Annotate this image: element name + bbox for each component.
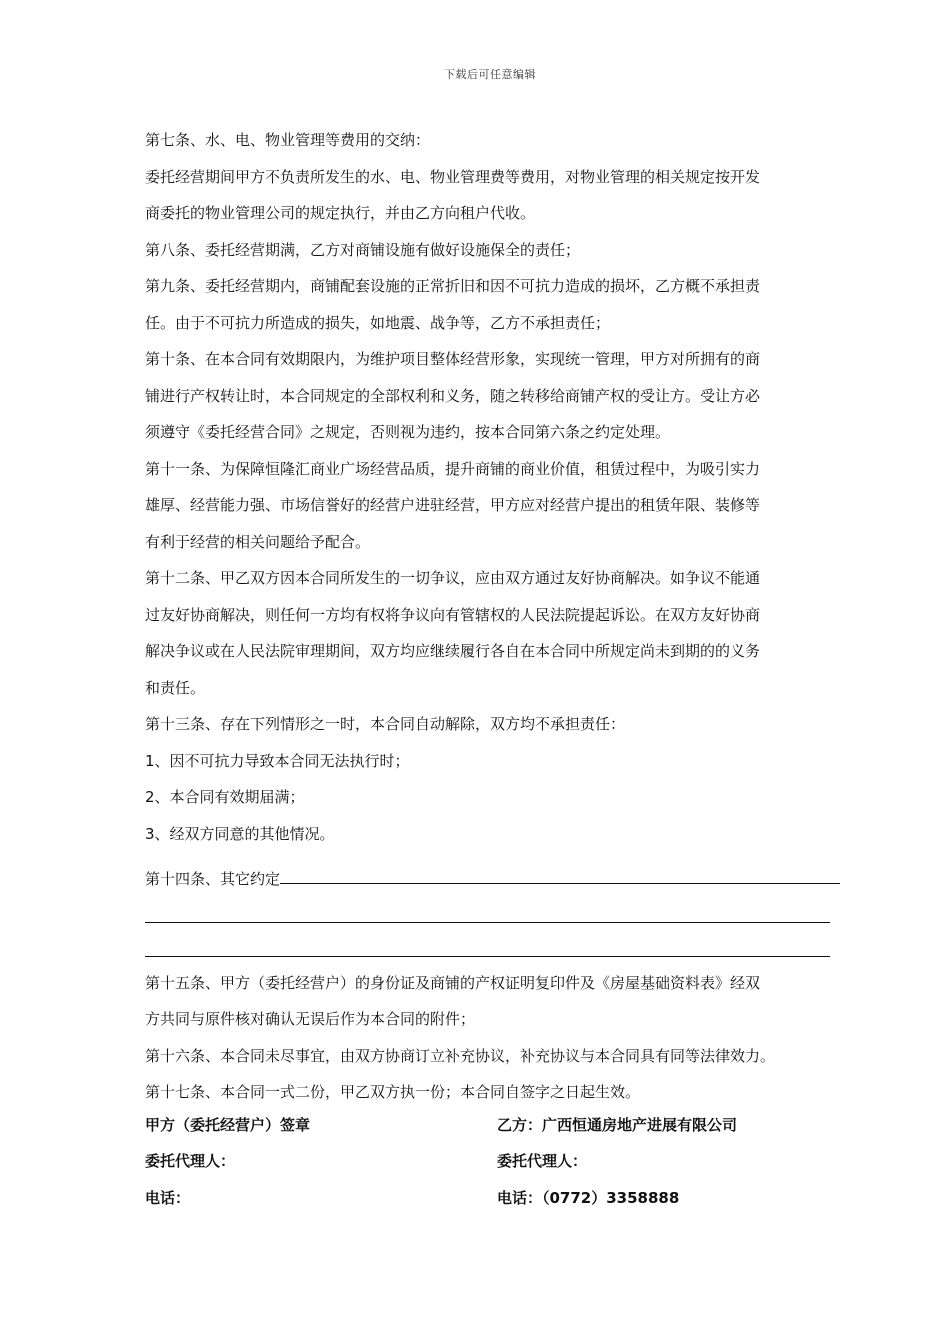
- signature-row-title: [145, 1106, 845, 1143]
- party-b-title: 乙方：广西恒通房地产进展有限公司: [497, 1115, 738, 1134]
- article-11-line-1: 第十一条、为保障恒隆汇商业广场经营品质，提升商铺的商业价值，租赁过程中，为吸引实力: [145, 459, 761, 478]
- article-7-line-2: 商委托的物业管理公司的规定执行，并由乙方向租户代收。: [145, 204, 536, 222]
- article-13-item-3: 3、经双方同意的其他情况。: [145, 824, 335, 843]
- party-a-title: 甲方（委托经营户）签章: [145, 1115, 311, 1134]
- article-11-line-2: 雄厚、经营能力强、市场信誉好的经营户进驻经营，甲方应对经营户提出的租赁年限、装修等: [145, 496, 761, 514]
- article-13-title: 第十三条、存在下列情形之一时，本合同自动解除，双方均不承担责任：: [145, 715, 626, 733]
- party-b-agent: 委托代理人：: [497, 1152, 588, 1171]
- signature-block: [145, 1106, 845, 1216]
- article-14-blank-line-2: [145, 889, 830, 923]
- article-7-line-1: 委托经营期间甲方不负责所发生的水、电、物业管理费等费用，对物业管理的相关规定按开发: [145, 167, 761, 186]
- article-12-line-2: 过友好协商解决，则任何一方均有权将争议向有管辖权的人民法院提起诉讼。在双方友好协商: [145, 605, 761, 624]
- page-header-note: 下载后可任意编辑: [444, 68, 536, 81]
- article-10-line-3: 须遵守《委托经营合同》之规定，否则视为违约，按本合同第六条之约定处理。: [145, 423, 671, 441]
- article-14-fill-line: [145, 852, 840, 889]
- article-12-line-4: 和责任。: [145, 678, 206, 697]
- article-11-line-3: 有利于经营的相关问题给予配合。: [145, 532, 371, 551]
- article-8: 第八条、委托经营期满，乙方对商铺设施有做好设施保全的责任；: [145, 240, 581, 259]
- article-10-line-2: 铺进行产权转让时，本合同规定的全部权利和义务，随之转移给商铺产权的受让方。受让方必: [145, 386, 761, 405]
- article-15-line-2: 方共同与原件核对确认无误后作为本合同的附件；: [145, 1010, 476, 1028]
- article-14-label: 第十四条、其它约定: [145, 869, 281, 888]
- article-16: 第十六条、本合同未尽事宜，由双方协商订立补充协议，补充协议与本合同具有同等法律效力。: [145, 1046, 776, 1065]
- article-12-line-3: 解决争议或在人民法院审理期间，双方均应继续履行各自在本合同中所规定尚未到期的的义务: [145, 642, 761, 660]
- article-13-item-1: 1、因不可抗力导致本合同无法执行时；: [145, 751, 410, 770]
- article-15-line-1: 第十五条、甲方（委托经营户）的身份证及商铺的产权证明复印件及《房屋基础资料表》经双: [145, 973, 761, 992]
- article-13-item-2: 2、本合同有效期届满；: [145, 788, 305, 806]
- article-7-title: 第七条、水、电、物业管理等费用的交纳：: [145, 131, 431, 149]
- article-10-line-1: 第十条、在本合同有效期限内，为维护项目整体经营形象，实现统一管理，甲方对所拥有的商: [145, 350, 761, 368]
- contract-body: [145, 122, 840, 1111]
- signature-row-phone: [145, 1179, 845, 1216]
- article-9-line-1: 第九条、委托经营期内，商铺配套设施的正常折旧和因不可抗力造成的损坏，乙方概不承担责: [145, 277, 761, 295]
- party-b-phone: 电话：（0772）3358888: [497, 1188, 680, 1207]
- party-a-agent: 委托代理人：: [145, 1152, 236, 1171]
- article-17: 第十七条、本合同一式二份，甲乙双方执一份；本合同自签字之日起生效。: [145, 1083, 641, 1101]
- party-a-phone: 电话：: [145, 1188, 191, 1207]
- article-9-line-2: 任。由于不可抗力所造成的损失，如地震、战争等，乙方不承担责任；: [145, 313, 611, 332]
- article-14-blank-line-3: [145, 923, 830, 957]
- article-14-blank: [280, 861, 840, 884]
- article-12-line-1: 第十二条、甲乙双方因本合同所发生的一切争议，应由双方通过友好协商解决。如争议不能通: [145, 569, 761, 587]
- signature-row-agent: [145, 1143, 845, 1180]
